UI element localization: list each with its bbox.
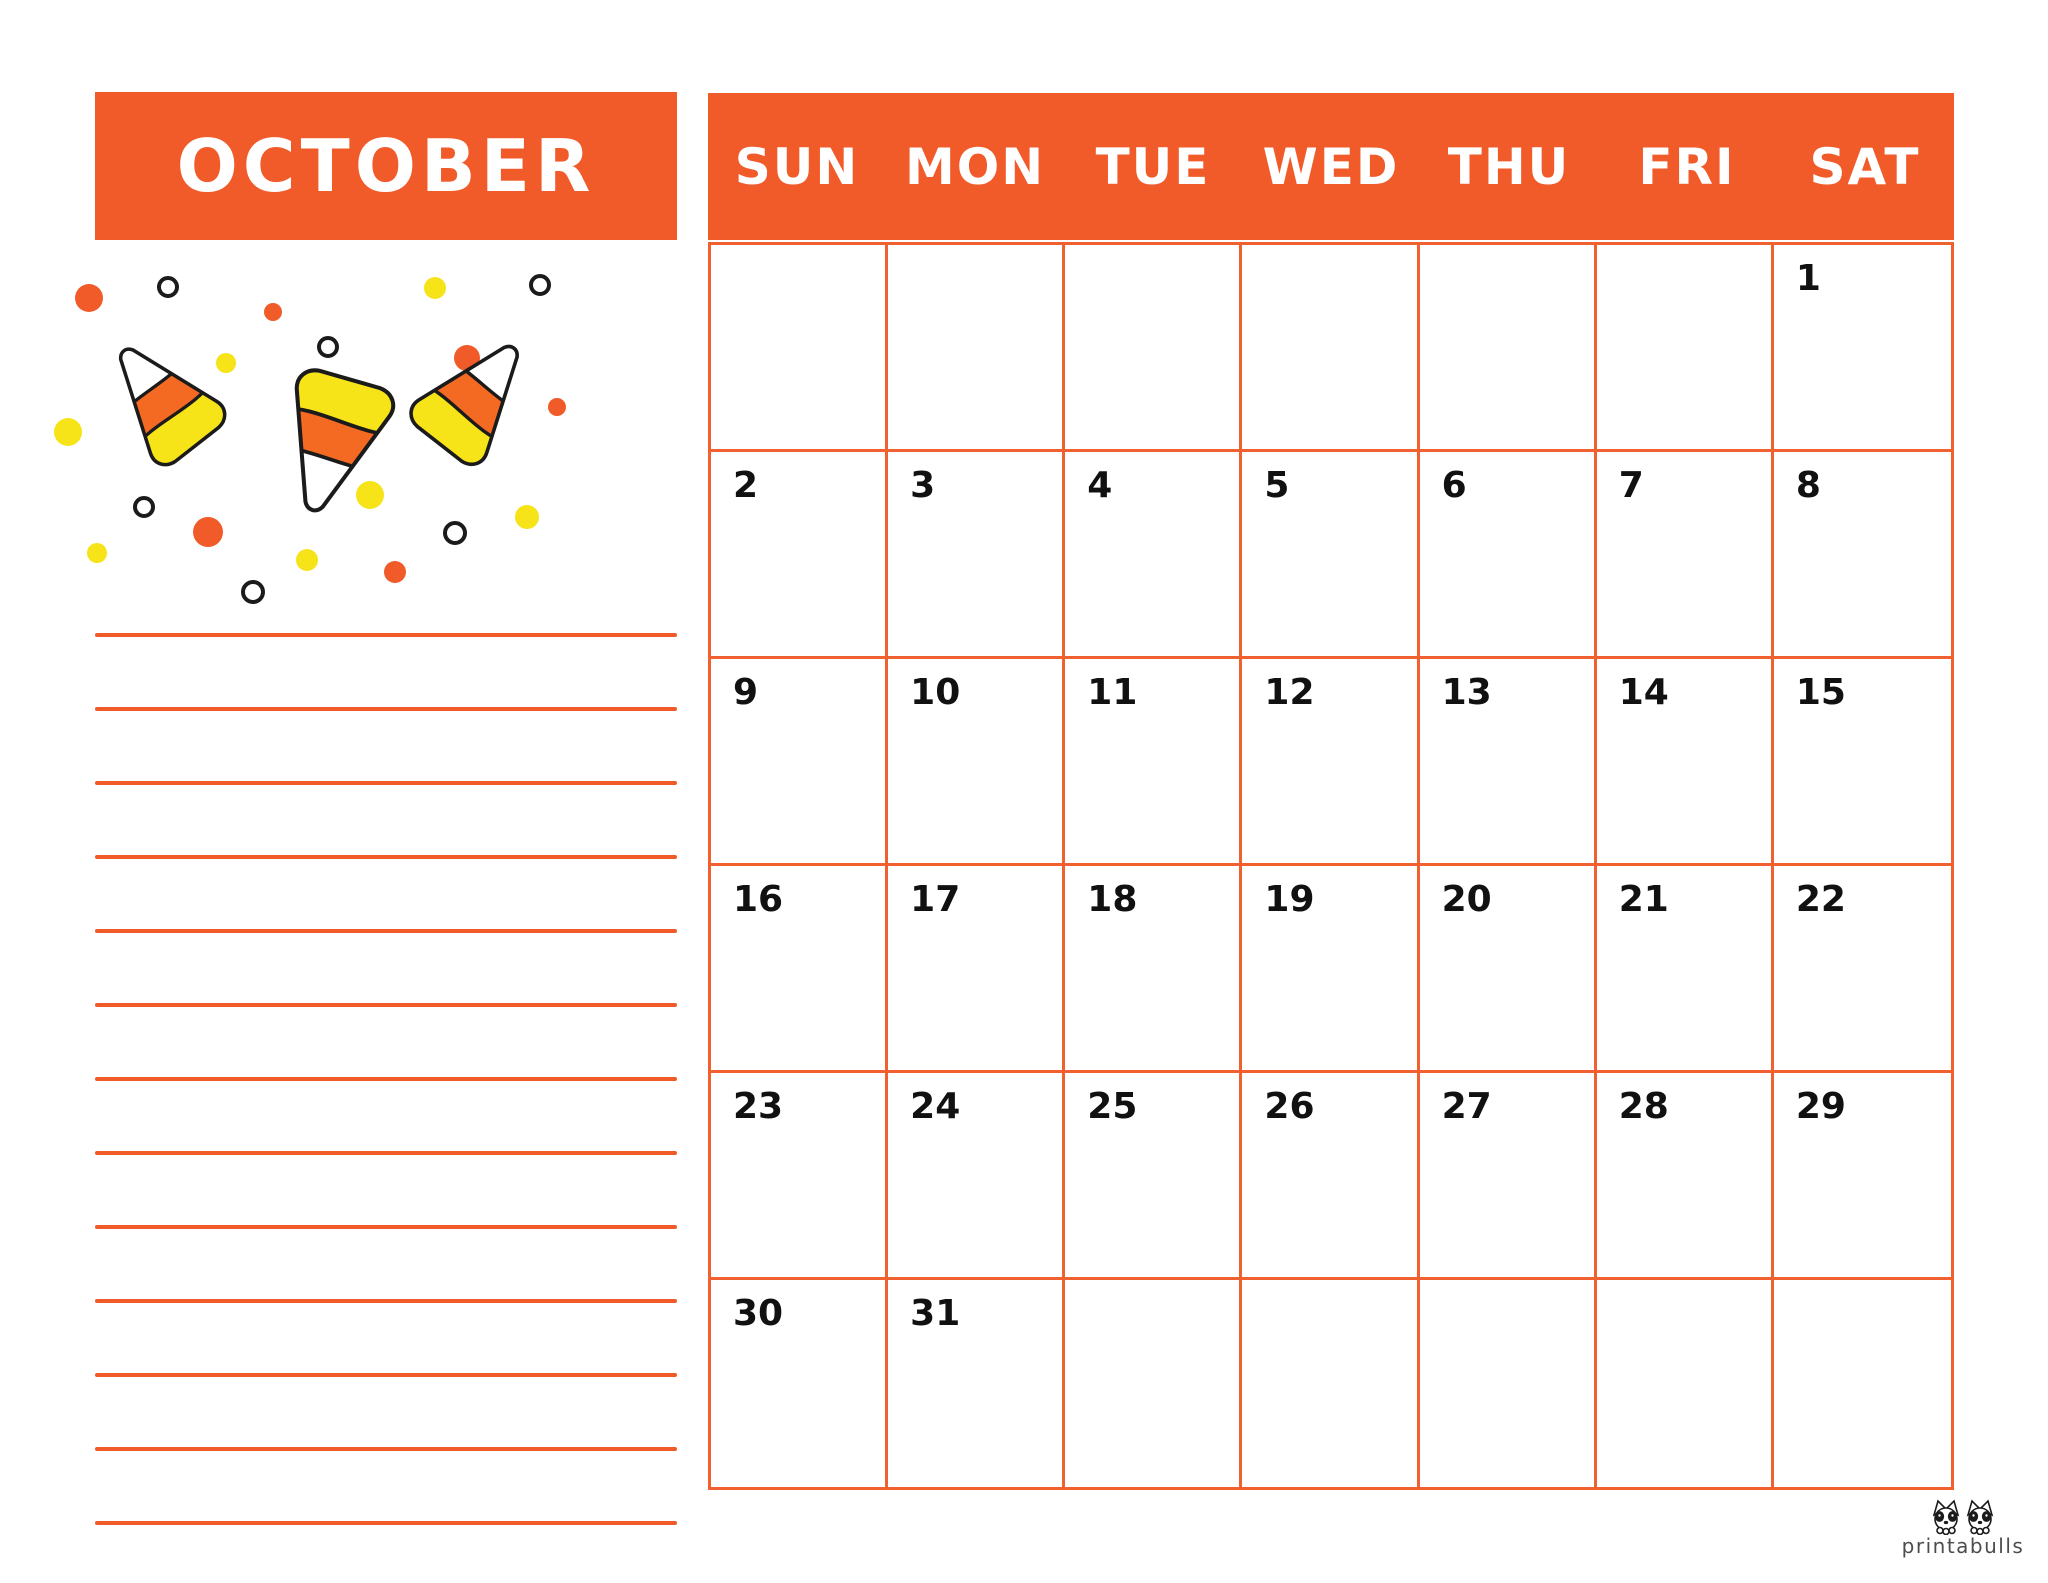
month-header-bar: [95, 92, 677, 240]
date-number: 21: [1618, 879, 1669, 920]
day-header-mon: MON: [904, 137, 1046, 196]
calendar-cell-day-13: [1420, 659, 1597, 866]
calendar-cell-day-6: [1420, 452, 1597, 659]
date-number: 18: [1087, 879, 1138, 920]
calendar-cell-day-14: [1597, 659, 1774, 866]
yellow-dot-icon: [54, 418, 82, 446]
date-number: 25: [1087, 1086, 1138, 1127]
date-number: 15: [1795, 672, 1846, 713]
note-line: [95, 1225, 677, 1229]
calendar-cell-empty: [1065, 245, 1242, 452]
yellow-dot-icon: [296, 549, 318, 571]
candy-corn-icon: [395, 315, 555, 481]
date-number: 2: [733, 465, 759, 506]
orange-dot-icon: [264, 303, 282, 321]
printabulls-logo: [1898, 1499, 2028, 1556]
date-number: 20: [1441, 879, 1492, 920]
orange-dot-icon: [193, 517, 223, 547]
hollow-circle-dot-icon: [443, 521, 467, 545]
candy-corn-icon: [84, 319, 241, 481]
date-number: 3: [910, 465, 936, 506]
note-line: [95, 1521, 677, 1525]
calendar-cell-empty: [1242, 245, 1419, 452]
calendar-cell-empty: [888, 245, 1065, 452]
calendar-cell-day-26: [1242, 1073, 1419, 1280]
calendar-cell-day-19: [1242, 866, 1419, 1073]
date-number: 19: [1264, 879, 1315, 920]
candy-corn-icon: [258, 356, 406, 529]
orange-dot-icon: [75, 284, 103, 312]
date-number: 27: [1441, 1086, 1492, 1127]
yellow-dot-icon: [87, 543, 107, 563]
calendar-cell-day-18: [1065, 866, 1242, 1073]
calendar: [708, 93, 1954, 1490]
note-line: [95, 1003, 677, 1007]
two-bulldogs-icon: [1930, 1499, 1996, 1535]
note-line: [95, 929, 677, 933]
calendar-cell-day-9: [711, 659, 888, 866]
date-number: 22: [1795, 879, 1846, 920]
yellow-dot-icon: [216, 353, 236, 373]
date-number: 23: [733, 1086, 784, 1127]
note-line: [95, 781, 677, 785]
hollow-circle-dot-icon: [317, 336, 339, 358]
hollow-circle-dot-icon: [241, 580, 265, 604]
day-header-fri: FRI: [1638, 137, 1736, 196]
month-title: OCTOBER: [176, 124, 596, 208]
date-number: 16: [733, 879, 784, 920]
calendar-cell-day-2: [711, 452, 888, 659]
calendar-cell-empty: [1065, 1280, 1242, 1487]
date-number: 17: [910, 879, 961, 920]
date-number: 11: [1087, 672, 1138, 713]
calendar-cell-empty: [711, 245, 888, 452]
orange-dot-icon: [384, 561, 406, 583]
date-number: 7: [1618, 465, 1644, 506]
note-line: [95, 1077, 677, 1081]
date-number: 26: [1264, 1086, 1315, 1127]
calendar-cell-day-21: [1597, 866, 1774, 1073]
day-header-tue: TUE: [1095, 137, 1211, 196]
date-number: 30: [733, 1293, 784, 1334]
calendar-cell-day-25: [1065, 1073, 1242, 1280]
date-number: 1: [1795, 258, 1821, 299]
note-line: [95, 1373, 677, 1377]
date-number: 24: [910, 1086, 961, 1127]
calendar-cell-day-23: [711, 1073, 888, 1280]
date-number: 28: [1618, 1086, 1669, 1127]
orange-dot-icon: [454, 345, 480, 371]
day-header-wed: WED: [1262, 137, 1400, 196]
calendar-cell-empty: [1242, 1280, 1419, 1487]
calendar-cell-day-30: [711, 1280, 888, 1487]
date-number: 13: [1441, 672, 1492, 713]
hollow-circle-dot-icon: [529, 274, 551, 296]
note-line: [95, 1151, 677, 1155]
hollow-circle-dot-icon: [157, 276, 179, 298]
yellow-dot-icon: [356, 481, 384, 509]
calendar-cell-day-3: [888, 452, 1065, 659]
date-number: 10: [910, 672, 961, 713]
calendar-cell-day-27: [1420, 1073, 1597, 1280]
note-line: [95, 1299, 677, 1303]
note-line: [95, 855, 677, 859]
calendar-cell-day-7: [1597, 452, 1774, 659]
note-line: [95, 633, 677, 637]
calendar-cell-empty: [1420, 245, 1597, 452]
date-number: 14: [1618, 672, 1669, 713]
calendar-cell-day-10: [888, 659, 1065, 866]
calendar-cell-day-29: [1774, 1073, 1951, 1280]
calendar-grid: [708, 242, 1954, 1490]
calendar-cell-day-1: [1774, 245, 1951, 452]
date-number: 5: [1264, 465, 1290, 506]
date-number: 29: [1795, 1086, 1846, 1127]
date-number: 31: [910, 1293, 961, 1334]
calendar-cell-day-20: [1420, 866, 1597, 1073]
calendar-cell-day-31: [888, 1280, 1065, 1487]
calendar-cell-day-5: [1242, 452, 1419, 659]
calendar-cell-day-28: [1597, 1073, 1774, 1280]
date-number: 9: [733, 672, 759, 713]
calendar-cell-day-16: [711, 866, 888, 1073]
note-line: [95, 707, 677, 711]
date-number: 6: [1441, 465, 1467, 506]
day-header-thu: THU: [1447, 137, 1571, 196]
calendar-cell-day-4: [1065, 452, 1242, 659]
yellow-dot-icon: [424, 277, 446, 299]
note-line: [95, 1447, 677, 1451]
calendar-cell-empty: [1774, 1280, 1951, 1487]
calendar-cell-day-8: [1774, 452, 1951, 659]
calendar-cell-empty: [1420, 1280, 1597, 1487]
calendar-cell-day-11: [1065, 659, 1242, 866]
calendar-cell-day-17: [888, 866, 1065, 1073]
day-header-sat: SAT: [1809, 137, 1921, 196]
calendar-cell-empty: [1597, 1280, 1774, 1487]
calendar-cell-day-12: [1242, 659, 1419, 866]
calendar-cell-day-24: [888, 1073, 1065, 1280]
date-number: 4: [1087, 465, 1113, 506]
orange-dot-icon: [548, 398, 566, 416]
date-number: 8: [1795, 465, 1821, 506]
calendar-cell-day-22: [1774, 866, 1951, 1073]
yellow-dot-icon: [515, 505, 539, 529]
day-header-sun: SUN: [734, 137, 860, 196]
date-number: 12: [1264, 672, 1315, 713]
weekday-header-row: [708, 93, 1954, 240]
hollow-circle-dot-icon: [133, 496, 155, 518]
calendar-cell-empty: [1597, 245, 1774, 452]
calendar-cell-day-15: [1774, 659, 1951, 866]
brand-name: printabulls: [1901, 1534, 2025, 1558]
